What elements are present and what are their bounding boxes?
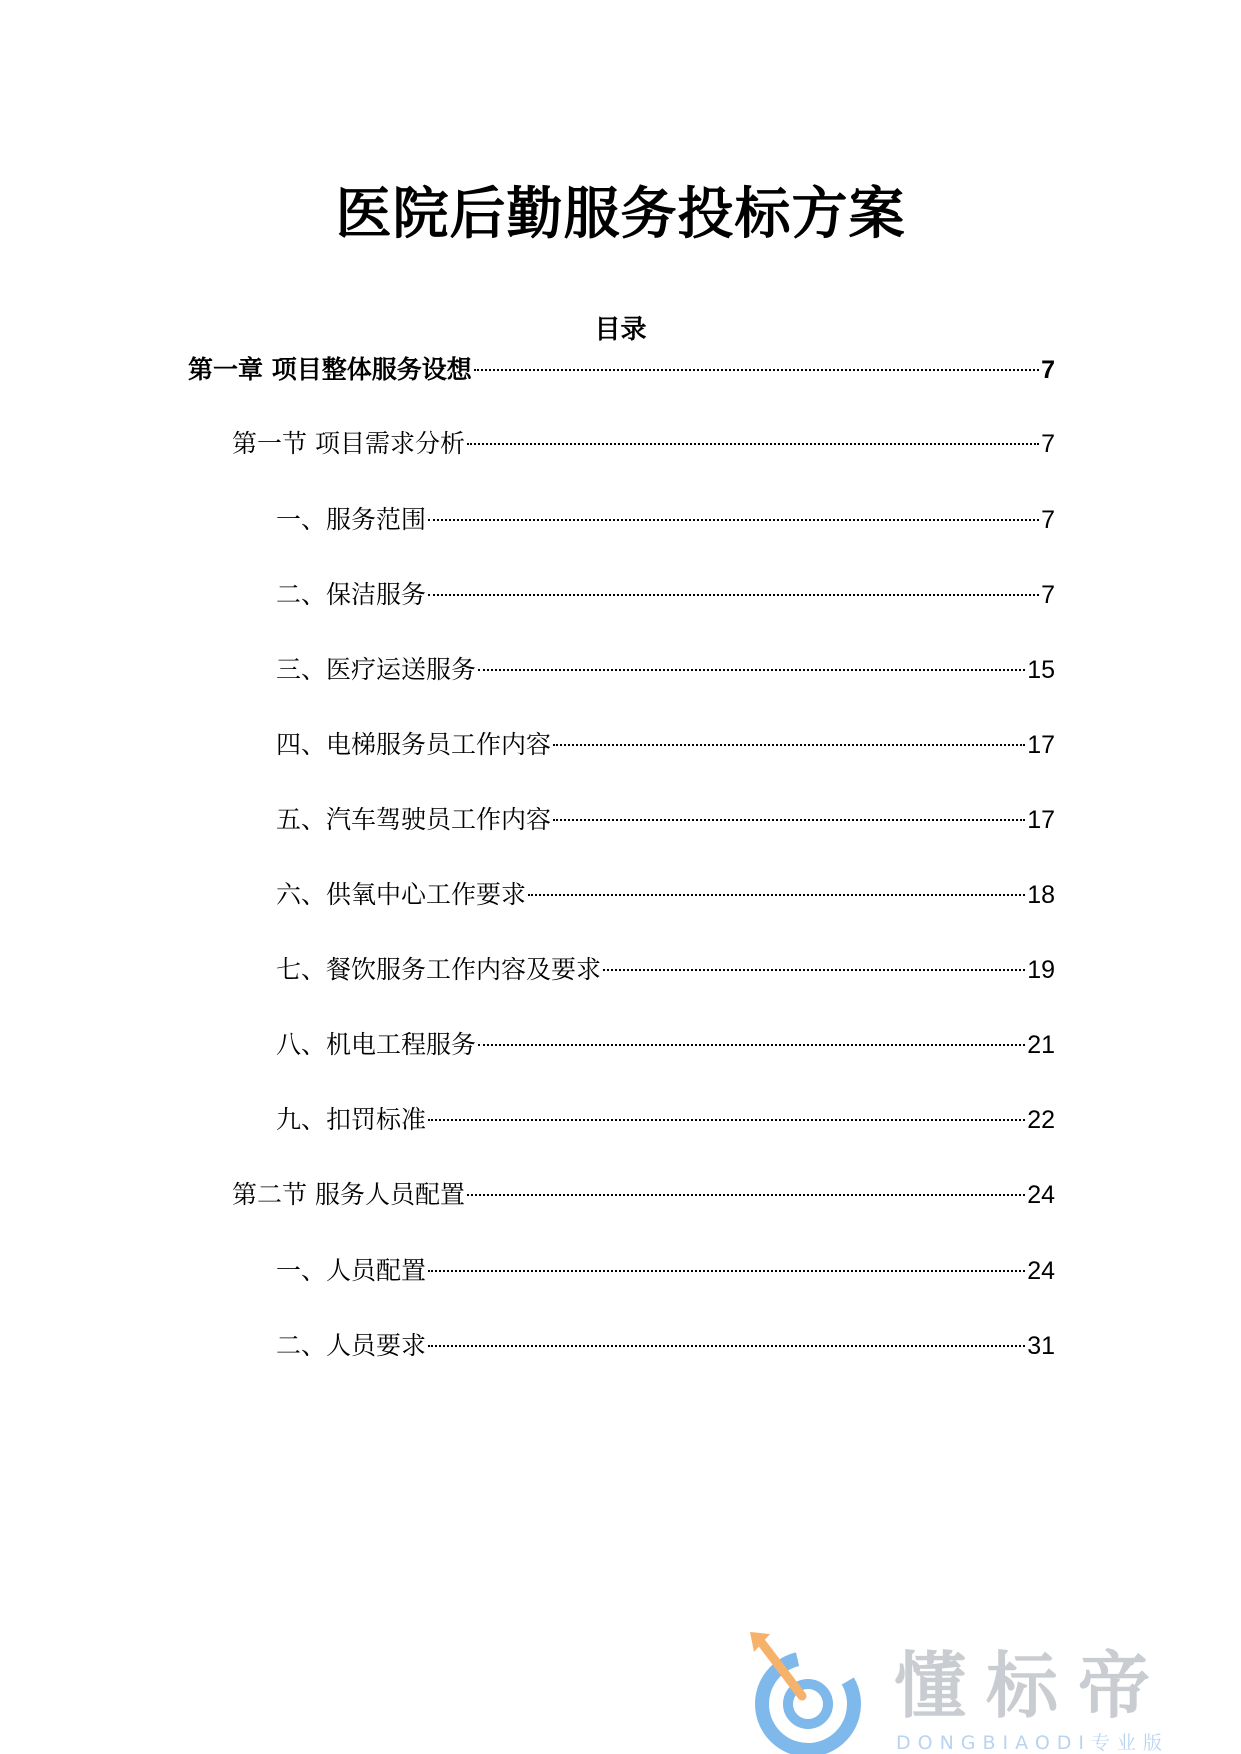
toc-page-number: 18 (1027, 881, 1055, 909)
toc-entry[interactable] (276, 950, 1055, 990)
toc-dot-leader (467, 1194, 1025, 1196)
toc-page-number: 24 (1027, 1257, 1055, 1285)
toc-entry[interactable] (276, 875, 1055, 915)
toc-entry-title: 五、汽车驾驶员工作内容 (276, 805, 552, 834)
toc-page-number: 22 (1027, 1106, 1055, 1134)
toc-page-number: 7 (1041, 581, 1055, 609)
toc-dot-leader (428, 1119, 1025, 1121)
toc-dot-leader (467, 443, 1039, 445)
toc-page-number: 15 (1027, 656, 1055, 684)
toc-entry-title: 一、服务范围 (276, 505, 427, 534)
toc-entry-title: 六、供氧中心工作要求 (276, 880, 527, 909)
toc-page-number: 19 (1027, 956, 1055, 984)
watermark-subtitle: DONGBIAODI专业版 (896, 1732, 1170, 1754)
toc-entry[interactable] (276, 575, 1055, 615)
toc-entry[interactable] (232, 424, 1055, 464)
toc-entry[interactable] (232, 1175, 1055, 1215)
toc-entry[interactable] (276, 800, 1055, 840)
toc-entry[interactable] (276, 725, 1055, 765)
toc-page-number: 21 (1027, 1031, 1055, 1059)
watermark-brand-name: 懂标帝 (894, 1644, 1171, 1728)
toc-entry[interactable] (276, 500, 1055, 540)
toc-dot-leader (474, 369, 1039, 371)
toc-entry-title: 三、医疗运送服务 (276, 655, 477, 684)
toc-dot-leader (553, 744, 1025, 746)
toc-entry-title: 八、机电工程服务 (276, 1030, 477, 1059)
toc-page-number: 7 (1041, 506, 1055, 534)
toc-entry-title: 九、扣罚标准 (276, 1105, 427, 1134)
toc-dot-leader (428, 519, 1039, 521)
toc-dot-leader (428, 1270, 1025, 1272)
document-title: 医院后勤服务投标方案 (335, 182, 906, 247)
toc-entry[interactable] (276, 1100, 1055, 1140)
toc-page-number: 7 (1041, 430, 1055, 458)
toc-entry-title: 四、电梯服务员工作内容 (276, 730, 552, 759)
toc-page-number: 7 (1041, 356, 1055, 384)
toc-dot-leader (428, 1345, 1025, 1347)
toc-entry-title: 二、保洁服务 (276, 580, 427, 609)
toc-dot-leader (553, 819, 1025, 821)
toc-dot-leader (478, 1044, 1025, 1046)
toc-entry[interactable] (276, 1326, 1055, 1366)
toc-dot-leader (478, 669, 1025, 671)
toc-dot-leader (603, 969, 1025, 971)
toc-entry[interactable] (276, 1025, 1055, 1065)
toc-entry-title: 二、人员要求 (276, 1331, 427, 1360)
watermark (744, 1632, 1241, 1754)
toc-page-number: 17 (1027, 806, 1055, 834)
toc-entry-title: 第一节 项目需求分析 (232, 429, 465, 458)
toc-entry[interactable] (276, 650, 1055, 690)
toc-entry-title: 第二节 服务人员配置 (232, 1180, 465, 1209)
toc-dot-leader (528, 894, 1025, 896)
toc-heading: 目录 (594, 315, 647, 345)
toc-dot-leader (428, 594, 1039, 596)
target-arrow-icon (744, 1632, 872, 1754)
toc-entry[interactable] (276, 1251, 1055, 1291)
toc-page-number: 17 (1027, 731, 1055, 759)
toc-entry-title: 一、人员配置 (276, 1256, 427, 1285)
toc-entry-title: 七、餐饮服务工作内容及要求 (276, 955, 602, 984)
toc-entry-title: 第一章 项目整体服务设想 (188, 355, 472, 384)
toc-page-number: 24 (1027, 1181, 1055, 1209)
toc-entry[interactable] (188, 350, 1055, 390)
toc-page-number: 31 (1027, 1332, 1055, 1360)
